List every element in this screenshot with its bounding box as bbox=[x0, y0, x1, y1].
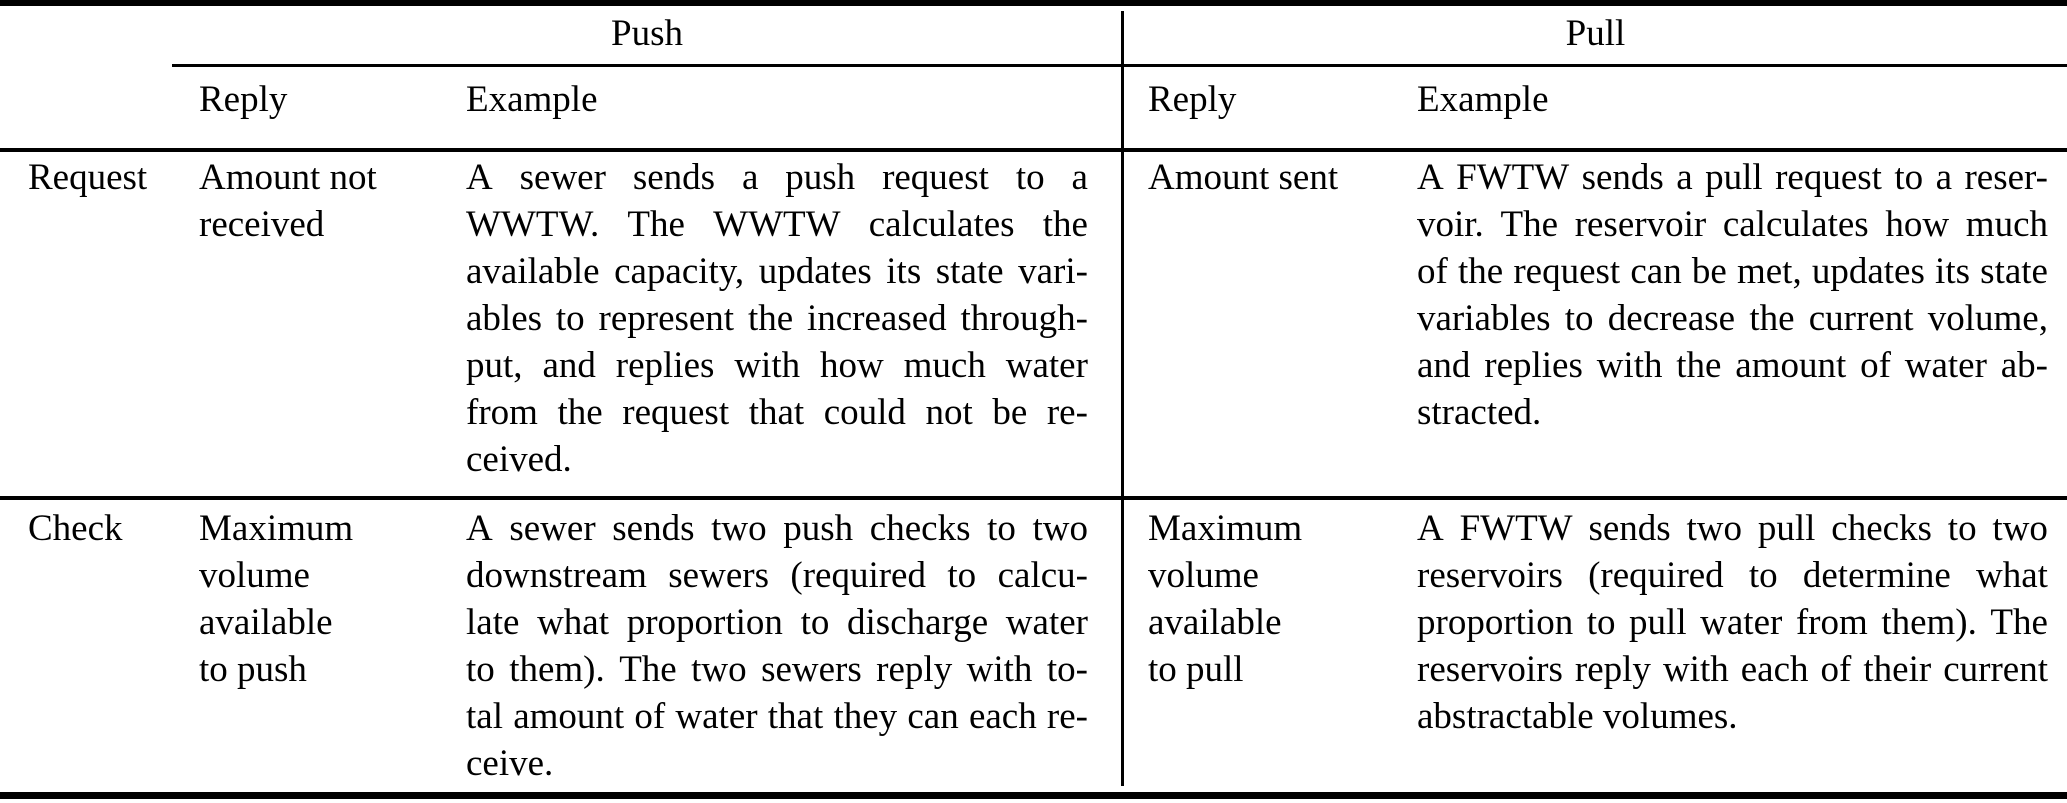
text-line: to pull bbox=[1148, 649, 1244, 690]
text-line: volume bbox=[199, 555, 310, 596]
cell-check-push-example bbox=[466, 505, 1088, 787]
header-bottom-rule bbox=[0, 148, 2067, 152]
row-label-request: Request bbox=[28, 157, 148, 198]
text-line: to push bbox=[199, 649, 307, 690]
cell-check-pull-example bbox=[1417, 505, 2048, 740]
subheader-pull-example: Example bbox=[1417, 79, 1549, 120]
text-line: A sewer sends two push checks to two bbox=[466, 508, 1088, 549]
text-line: put, and replies with how much water bbox=[466, 345, 1088, 386]
text-line: Maximum bbox=[1148, 508, 1303, 549]
text-line: ceive. bbox=[466, 743, 554, 784]
text-line: from the request that could not be re- bbox=[466, 392, 1088, 433]
text-line: volume bbox=[1148, 555, 1259, 596]
row-divider-rule bbox=[0, 496, 2067, 500]
text-line: available bbox=[1148, 602, 1282, 643]
text-line: variables to decrease the current volume, bbox=[1417, 298, 2048, 339]
cell-request-pull-example bbox=[1417, 154, 2048, 436]
text-line: proportion to pull water from them). The bbox=[1417, 602, 2048, 643]
push-pull-divider-line bbox=[1121, 11, 1124, 786]
text-line: tal amount of water that they can each re- bbox=[466, 696, 1088, 737]
column-group-header-push: Push bbox=[611, 13, 683, 54]
text-line: downstream sewers (required to calcu- bbox=[466, 555, 1088, 596]
text-line: Amount sent bbox=[1148, 157, 1339, 198]
subheader-pull-reply: Reply bbox=[1148, 79, 1237, 120]
text-line: voir. The reservoir calculates how much bbox=[1417, 204, 2048, 245]
table-bottom-rule bbox=[0, 792, 2067, 799]
text-line: and replies with the amount of water ab- bbox=[1417, 345, 2048, 386]
text-line: Amount not bbox=[199, 157, 377, 198]
row-label-check: Check bbox=[28, 508, 123, 549]
column-group-header-pull: Pull bbox=[1565, 13, 1626, 54]
cell-request-pull-reply bbox=[1148, 154, 1388, 201]
text-line: A FWTW sends two pull checks to two bbox=[1417, 508, 2048, 549]
cell-request-push-reply bbox=[199, 154, 439, 248]
text-line: available bbox=[199, 602, 333, 643]
text-line: received bbox=[199, 204, 325, 245]
cell-check-push-reply bbox=[199, 505, 439, 693]
subheader-push-reply: Reply bbox=[199, 79, 288, 120]
text-line: available capacity, updates its state vari- bbox=[466, 251, 1088, 292]
group-header-underline-rule bbox=[172, 64, 2067, 67]
text-line: to them). The two sewers reply with to- bbox=[466, 649, 1088, 690]
text-line: A sewer sends a push request to a bbox=[466, 157, 1088, 198]
text-line: ables to represent the increased through- bbox=[466, 298, 1088, 339]
text-line: of the request can be met, updates its state bbox=[1417, 251, 2048, 292]
table-top-rule bbox=[0, 0, 2067, 6]
text-line: A FWTW sends a pull request to a reser- bbox=[1417, 157, 2048, 198]
text-line: WWTW. The WWTW calculates the bbox=[466, 204, 1088, 245]
text-line: late what proportion to discharge water bbox=[466, 602, 1088, 643]
cell-check-pull-reply bbox=[1148, 505, 1388, 693]
cell-request-push-example bbox=[466, 154, 1088, 483]
text-line: ceived. bbox=[466, 439, 572, 480]
subheader-push-example: Example bbox=[466, 79, 598, 120]
text-line: reservoirs reply with each of their current bbox=[1417, 649, 2048, 690]
text-line: abstractable volumes. bbox=[1417, 696, 1738, 737]
text-line: stracted. bbox=[1417, 392, 1542, 433]
text-line: Maximum bbox=[199, 508, 354, 549]
text-line: reservoirs (required to determine what bbox=[1417, 555, 2048, 596]
